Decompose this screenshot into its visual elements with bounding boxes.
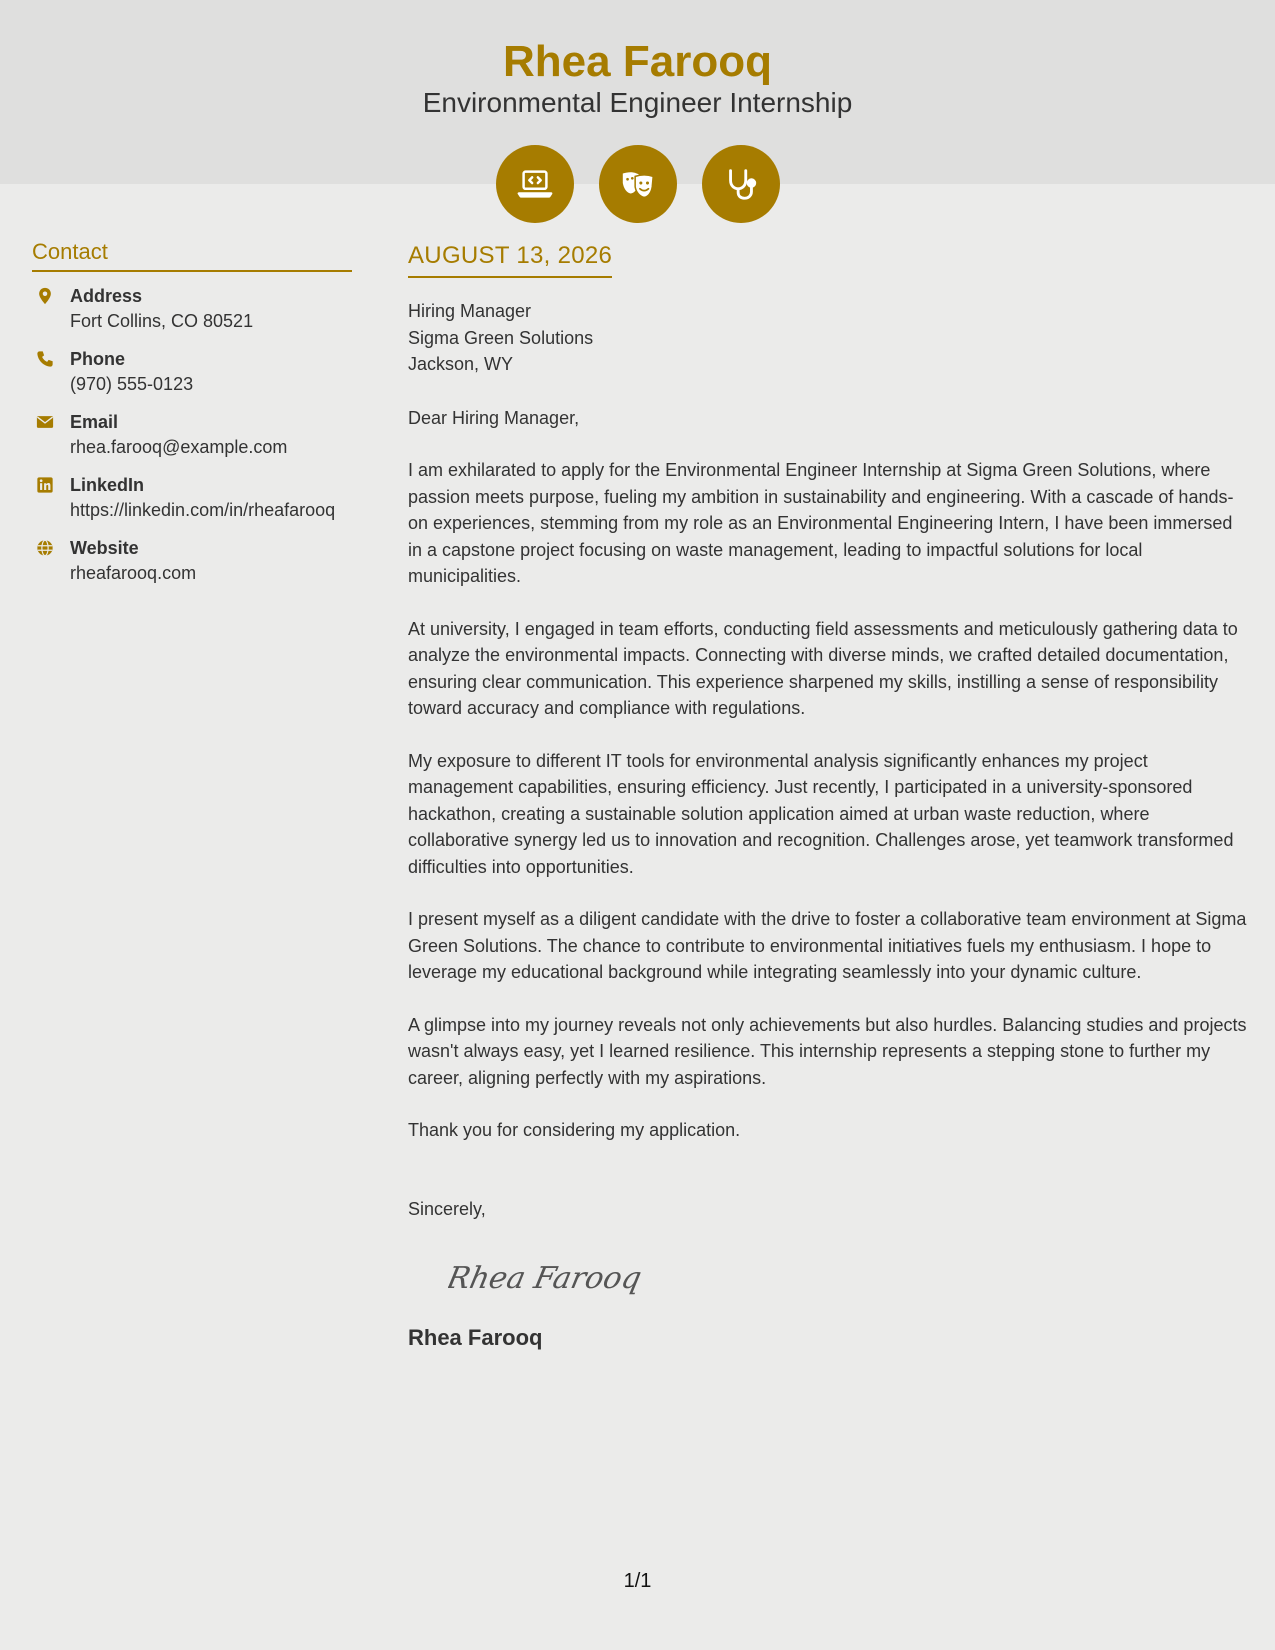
contact-label: LinkedIn (70, 475, 145, 495)
recipient-line: Hiring Manager (408, 301, 532, 321)
signature (448, 1248, 1248, 1304)
contact-value[interactable]: rheafarooq.com (70, 563, 197, 583)
letter-date: AUGUST 13, 2026 (408, 240, 612, 278)
page-number: 1/1 (623, 1570, 652, 1592)
letter-paragraph: Thank you for considering my application. (408, 1120, 741, 1140)
contact-label: Email (70, 412, 119, 432)
letter-paragraph: A glimpse into my journey reveals not only achievements but also hurdles. Balancing studies and projects wasn't always easy, yet I learned resilience. This internship represents a stepping stone to further my career, aligning perfectly with my aspirations. (408, 1014, 1247, 1088)
salutation: Dear Hiring Manager, (408, 407, 580, 428)
envelope-icon (32, 410, 70, 460)
contact-label: Address (70, 286, 143, 306)
closing: Sincerely, (408, 1198, 486, 1219)
linkedin-icon (32, 473, 70, 523)
signer-name: Rhea Farooq (408, 1325, 543, 1350)
letter-paragraph: I present myself as a diligent candidate with the drive to foster a collaborative team environment at Sigma Green Solutions. The chance to contribute to environmental initiatives fuels my enthusiasm. I hope to leverage my educational background while integrating seamlessly into your dynamic culture. (408, 909, 1247, 982)
recipient-block (408, 298, 1248, 378)
contact-address (32, 284, 352, 334)
contact-value: (970) 555-0123 (70, 374, 194, 394)
contact-linkedin (32, 473, 352, 523)
signature-text: Rhea Farooq (448, 1261, 645, 1296)
letter-paragraph: My exposure to different IT tools for environmental analysis significantly enhances my project management capabilities, ensuring efficiency. Just recently, I participated in a university-sponsored hackathon, creating a sustainable solution application aimed at urban waste reduction, where collaborative synergy led us to innovation and recognition. Challenges arose, yet teamwork transformed difficulties into opportunities. (408, 750, 1234, 877)
contact-website (32, 536, 352, 586)
phone-icon (32, 347, 70, 397)
job-title: Environmental Engineer Internship (422, 87, 853, 118)
globe-icon (32, 536, 70, 586)
contact-value[interactable]: rhea.farooq@example.com (70, 437, 288, 457)
letter-paragraph: I am exhilarated to apply for the Environmental Engineer Internship at Sigma Green Solutions, where passion meets purpose, fueling my ambition in sustainability and engineering. With a cascade of hands-on experiences, stemming from my role as an Environmental Engineering Intern, I have been immersed in a capstone project focusing on waste management, leading to impactful solutions for local municipalities. (408, 460, 1234, 586)
recipient-line: Jackson, WY (408, 354, 514, 374)
contact-email (32, 410, 352, 460)
stethoscope-icon (702, 145, 780, 223)
laptop-code-icon (496, 145, 574, 223)
contact-list (32, 284, 352, 586)
contact-value: Fort Collins, CO 80521 (70, 311, 254, 331)
contact-label: Phone (70, 349, 126, 369)
contact-value[interactable]: https://linkedin.com/in/rheafarooq (70, 500, 336, 520)
letter-paragraph: At university, I engaged in team efforts, conducting field assessments and meticulously gathering data to analyze the environmental impacts. Connecting with diverse minds, we crafted detailed documentation, ensuring clear communication. This experience sharpened my skills, instilling a sense of responsibility toward accuracy and compliance with regulations. (408, 618, 1238, 718)
letter-body (408, 240, 1248, 1352)
map-marker-icon (32, 284, 70, 334)
contact-sidebar (32, 238, 352, 599)
recipient-line: Sigma Green Solutions (408, 327, 594, 348)
contact-label: Website (70, 538, 139, 558)
theater-masks-icon (599, 145, 677, 223)
contact-heading: Contact (32, 238, 352, 272)
contact-phone (32, 347, 352, 397)
interest-icons (0, 145, 1275, 223)
applicant-name: Rhea Farooq (503, 37, 772, 86)
